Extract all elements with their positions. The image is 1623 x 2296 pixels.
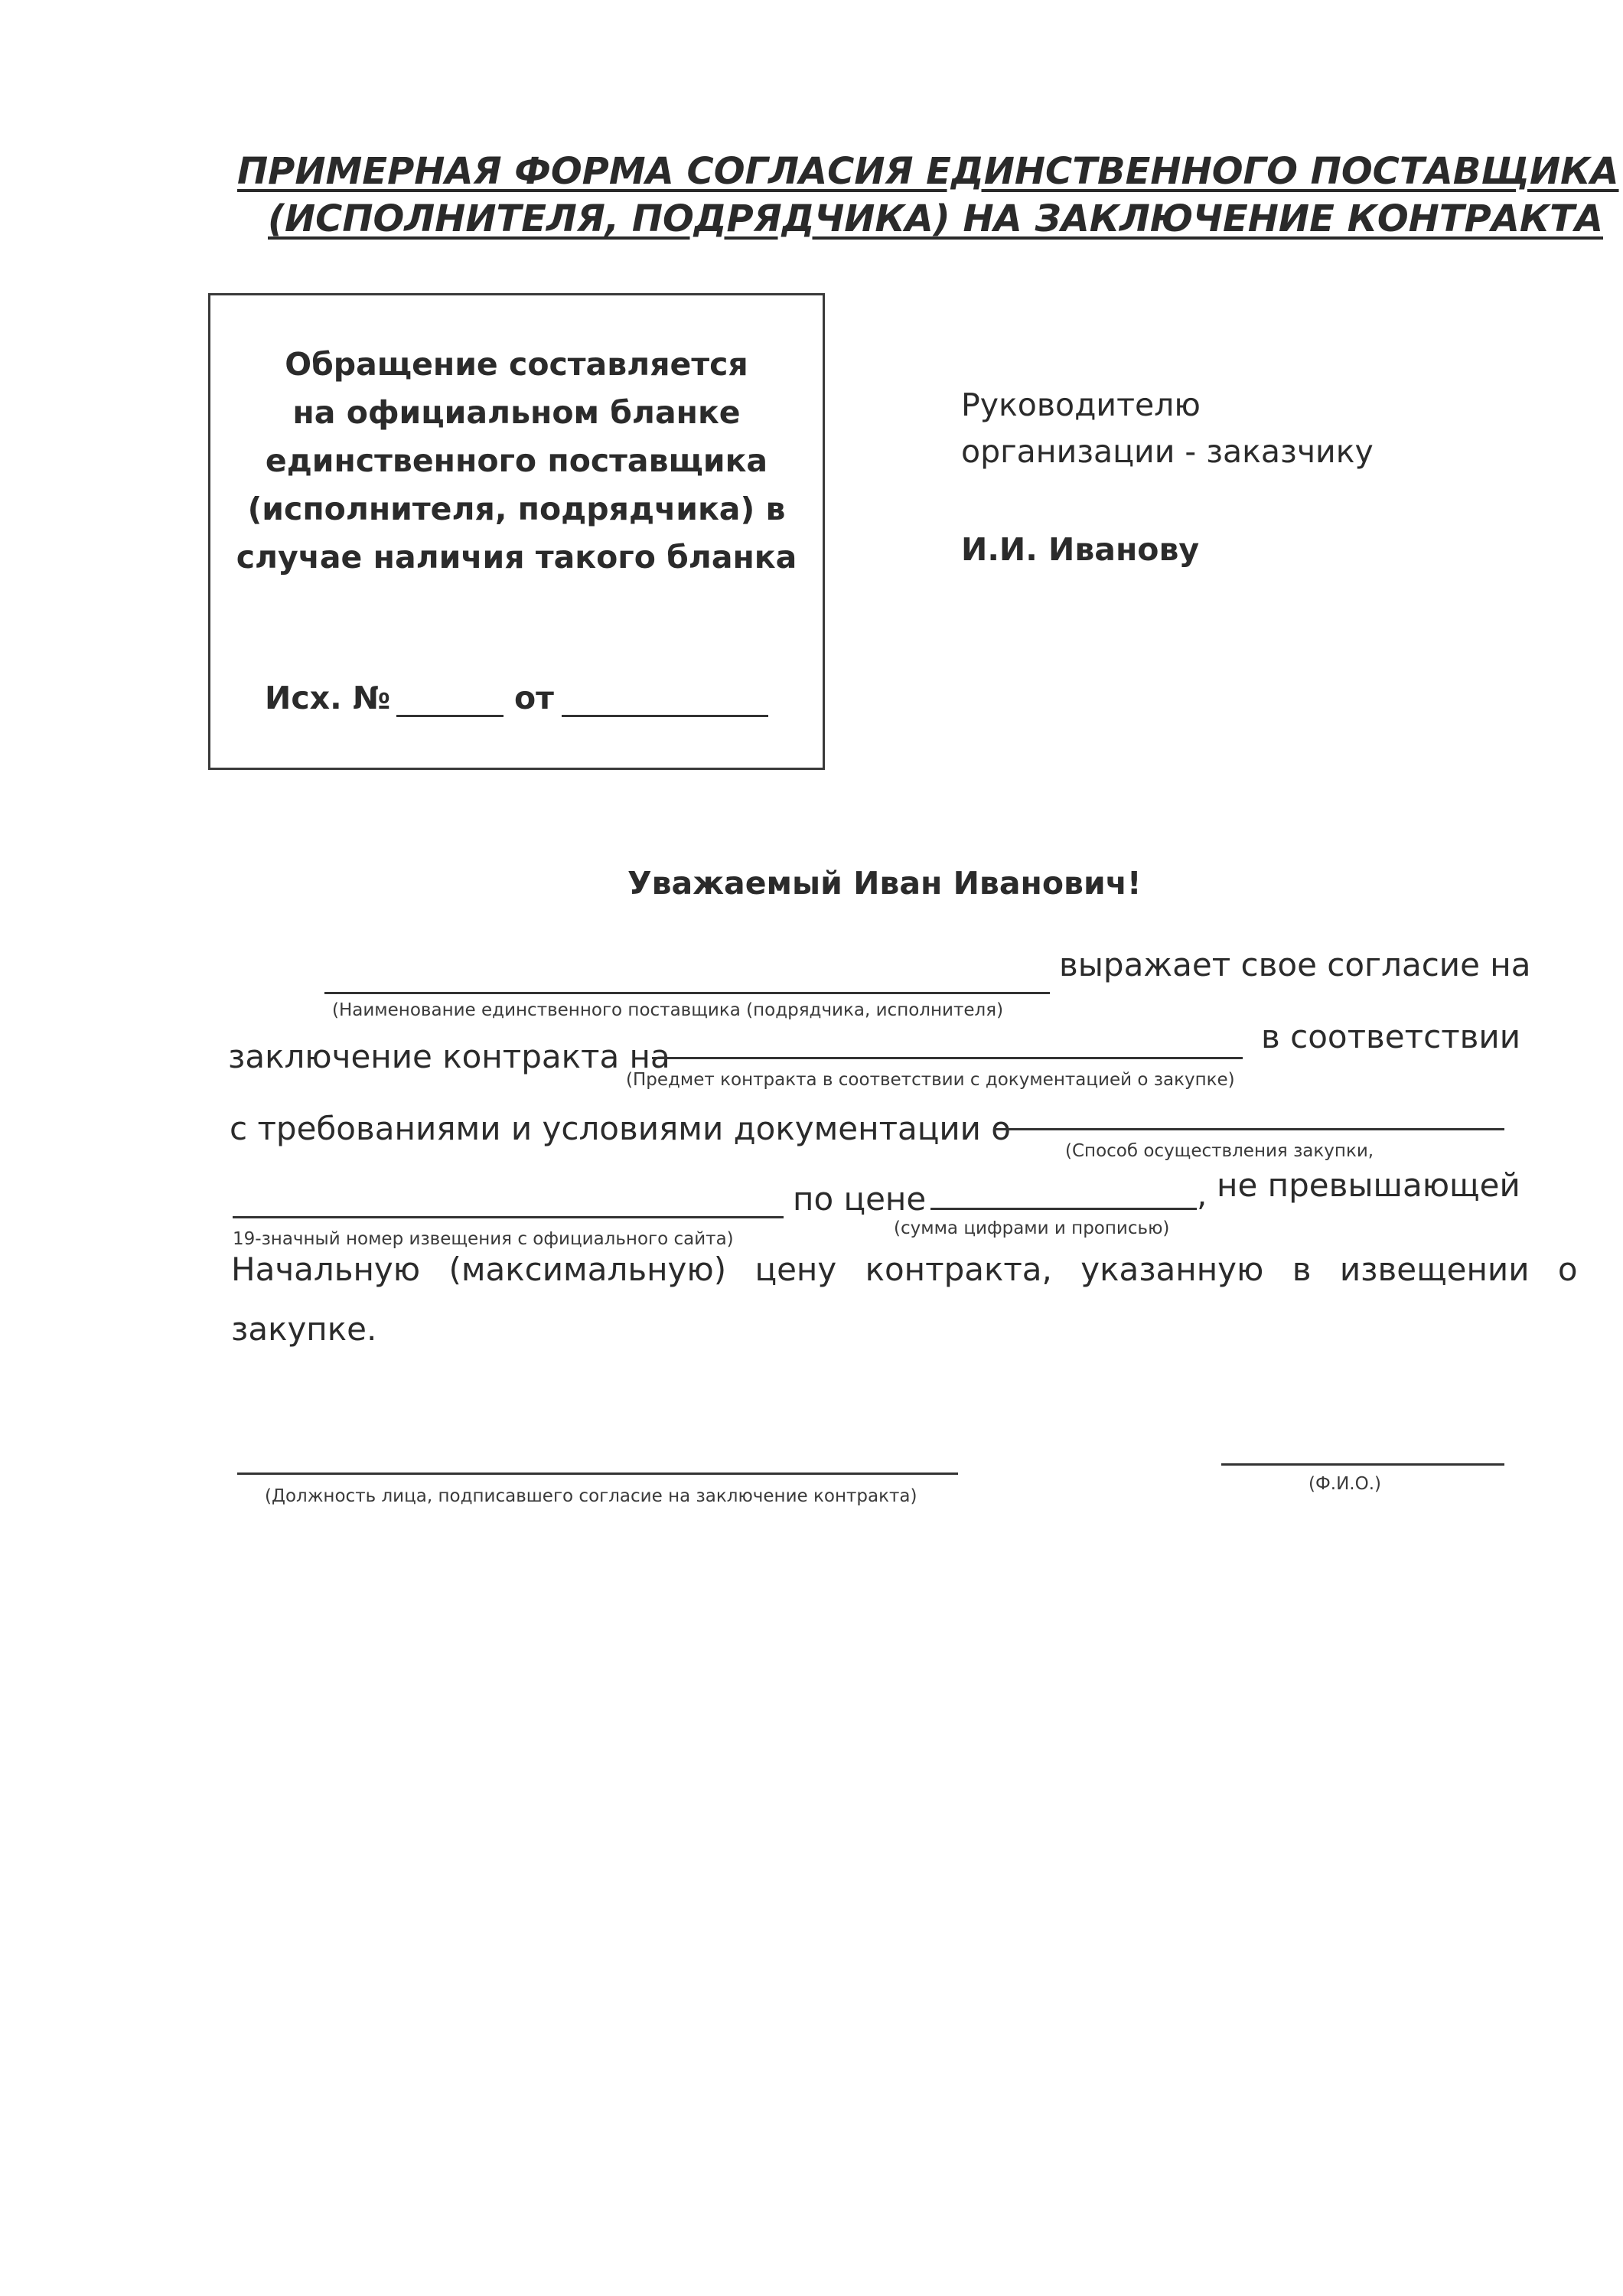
supplier-name-caption: (Наименование единственного поставщика (подрядчика, исполнителя) — [332, 1000, 1004, 1020]
contract-subject-caption: (Предмет контракта в соответствии с документацией о закупке) — [626, 1070, 1235, 1090]
procurement-method-blank — [993, 1128, 1504, 1130]
letterhead-notice-line: Обращение составляется — [285, 346, 748, 383]
signatory-fio-caption: (Ф.И.О.) — [1309, 1474, 1381, 1494]
outgoing-date-blank — [562, 715, 768, 717]
letterhead-notice-line: случае наличия такого бланка — [236, 539, 797, 576]
outgoing-date-label: от — [514, 680, 554, 716]
documentation-text: с требованиями и условиями документации о — [230, 1110, 1012, 1147]
signatory-position-caption: (Должность лица, подписавшего согласие на заключение контракта) — [265, 1486, 917, 1506]
addressee-title-line-2: организации - заказчику — [961, 433, 1374, 470]
addressee-title-line-1: Руководителю — [961, 386, 1201, 423]
outgoing-number-label: Исх. № — [265, 680, 391, 716]
signatory-position-blank — [237, 1473, 958, 1475]
not-exceeding-text: не превышающей — [1217, 1166, 1520, 1204]
price-label: по цене — [793, 1180, 927, 1218]
form-title-line-2: (ИСПОЛНИТЕЛЯ, ПОДРЯДЧИКА) НА ЗАКЛЮЧЕНИЕ КОНТРАКТА — [268, 197, 1603, 240]
compliance-text: в соответствии — [1261, 1018, 1521, 1055]
notice-number-caption: 19-значный номер извещения с официального сайта) — [233, 1229, 734, 1249]
price-comma: , — [1197, 1176, 1207, 1213]
procurement-method-caption: (Способ осуществления закупки, — [1065, 1141, 1374, 1161]
outgoing-number-blank — [396, 715, 504, 717]
procurement-end-text: закупке. — [231, 1310, 377, 1348]
letterhead-notice-line: (исполнителя, подрядчика) в — [247, 491, 786, 527]
consent-text: выражает свое согласие на — [1059, 946, 1531, 983]
letterhead-notice-line: на официальном бланке — [292, 394, 741, 431]
max-price-text: Начальную (максимальную) цену контракта, указанную в извещении о — [231, 1251, 1578, 1288]
price-amount-caption: (сумма цифрами и прописью) — [894, 1218, 1170, 1238]
signatory-fio-blank — [1221, 1463, 1504, 1466]
price-amount-blank — [930, 1208, 1197, 1210]
supplier-name-blank — [324, 992, 1050, 994]
addressee-name: И.И. Иванову — [961, 531, 1200, 568]
form-title-line-1: ПРИМЕРНАЯ ФОРМА СОГЛАСИЯ ЕДИНСТВЕННОГО ПОСТАВЩИКА — [237, 150, 1619, 193]
letterhead-notice-line: единственного поставщика — [265, 442, 768, 479]
notice-number-blank — [233, 1216, 784, 1218]
contract-prefix-text: заключение контракта на — [228, 1038, 670, 1075]
greeting: Уважаемый Иван Иванович! — [627, 865, 1142, 902]
contract-subject-blank — [652, 1057, 1243, 1059]
